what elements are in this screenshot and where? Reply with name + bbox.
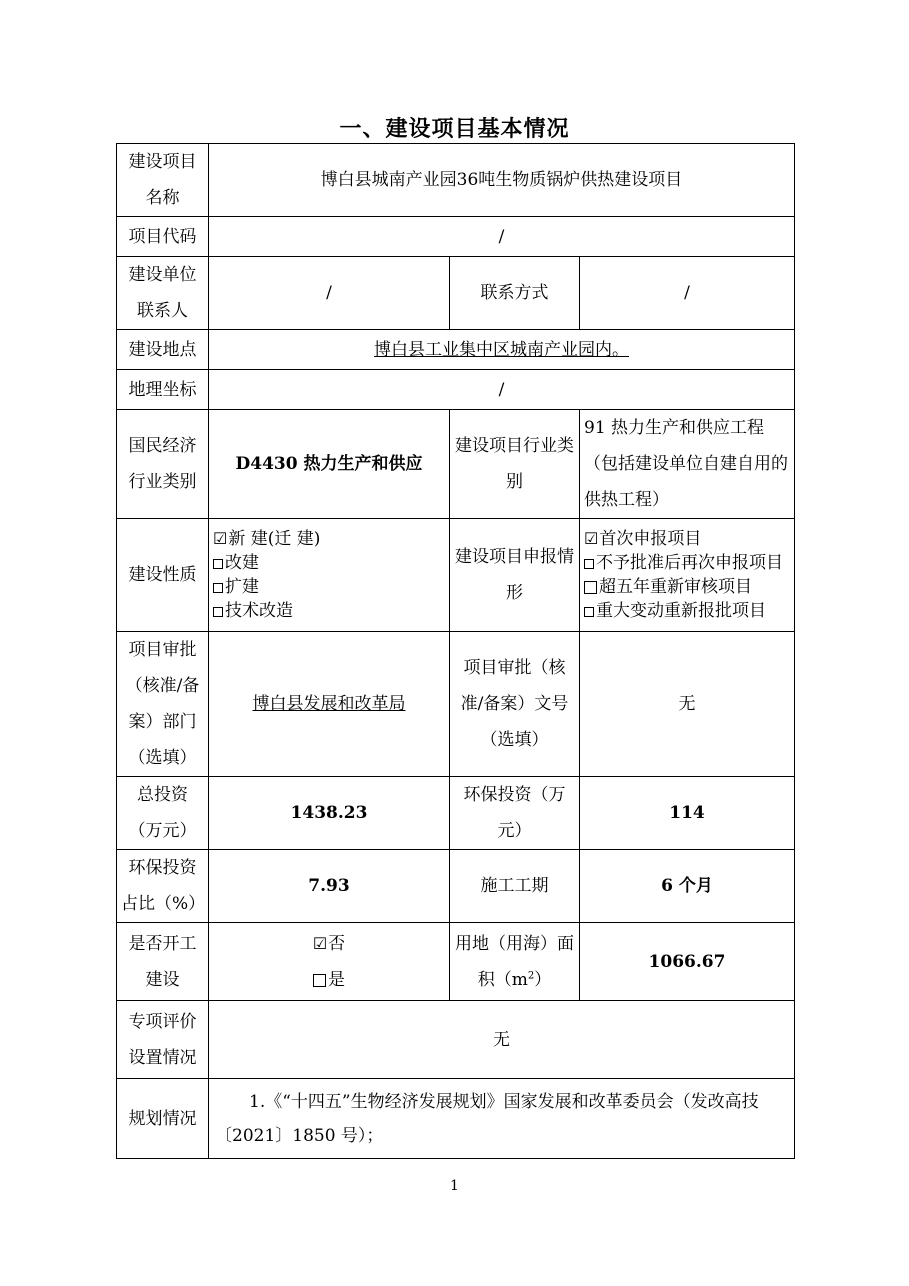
label-contact-person: 建设单位联系人 [117,257,209,330]
row-planning [117,1079,795,1159]
option-refiling[interactable]: 不予批准后再次申报项目 [584,551,790,575]
label-env-investment: 环保投资（万元） [450,777,580,850]
row-location [117,330,795,370]
label-nature: 建设性质 [117,519,209,632]
option-expand[interactable]: 扩建 [213,575,445,599]
value-land-area: 1066.67 [580,923,795,1001]
value-location: 博白县工业集中区城南产业园内。 [374,339,629,360]
unchecked-box-icon [584,607,594,617]
row-coordinates [117,370,795,410]
label-env-ratio: 环保投资占比（%） [117,850,209,923]
page-number: 1 [450,1178,459,1194]
row-ratio [117,850,795,923]
label-project-code: 项目代码 [117,217,209,257]
label-project-name: 建设项目名称 [117,144,209,217]
checked-box-icon: ☑ [213,529,228,548]
unchecked-box-icon [584,559,594,569]
value-contact-method: / [580,257,795,330]
value-env-ratio: 7.93 [209,850,450,923]
unchecked-box-icon [213,607,223,617]
value-industry: D4430 热力生产和供应 [209,410,450,519]
label-special-eval: 专项评价设置情况 [117,1001,209,1079]
row-nature [117,519,795,632]
filing-options [580,519,795,632]
row-industry [117,410,795,519]
label-project-industry: 建设项目行业类别 [450,410,580,519]
row-project-code [117,217,795,257]
value-total-investment: 1438.23 [209,777,450,850]
option-new-build[interactable]: ☑新 建(迁 建) [213,529,321,549]
option-first-filing[interactable]: ☑首次申报项目 [584,529,702,549]
option-rebuild[interactable]: 改建 [213,551,445,575]
row-approval [117,632,795,777]
label-construction-period: 施工工期 [450,850,580,923]
value-project-industry: 91 热力生产和供应工程（包括建设单位自建自用的供热工程） [580,410,795,519]
label-land-area: 用地（用海）面积$(m^2)$ [450,923,580,1001]
checked-box-icon: ☑ [312,933,328,953]
label-total-investment: 总投资（万元） [117,777,209,850]
row-started [117,923,795,1001]
label-approval-dept: 项目审批（核准/备案）部门（选填） [117,632,209,777]
page-title: 一、建设项目基本情况 [339,116,570,142]
row-contact [117,257,795,330]
checked-box-icon: ☑ [584,529,599,548]
project-info-table [116,143,795,1159]
started-options [209,923,450,1001]
row-special-eval [117,1001,795,1079]
nature-options [209,519,450,632]
option-reaudit[interactable]: 超五年重新审核项目 [584,575,790,599]
label-started: 是否开工建设 [117,923,209,1001]
value-approval-doc: 无 [580,632,795,777]
value-approval-dept: 博白县发展和改革局 [252,694,406,714]
label-coordinates: 地理坐标 [117,370,209,410]
value-project-code: / [209,217,795,257]
value-project-name: 博白县城南产业园36吨生物质锅炉供热建设项目 [209,144,795,217]
option-started[interactable]: 是 [213,962,445,998]
label-planning: 规划情况 [117,1079,209,1159]
option-not-started[interactable]: ☑否 [312,933,346,954]
unchecked-box-icon [584,581,597,594]
value-special-eval: 无 [209,1001,795,1079]
label-location: 建设地点 [117,330,209,370]
value-coordinates: / [209,370,795,410]
label-approval-doc: 项目审批（核准/备案）文号（选填） [450,632,580,777]
row-investment [117,777,795,850]
option-tech-upgrade[interactable]: 技术改造 [213,599,445,623]
label-contact-method: 联系方式 [450,257,580,330]
label-industry: 国民经济行业类别 [117,410,209,519]
value-env-investment: 114 [580,777,795,850]
unchecked-box-icon [313,974,326,987]
unchecked-box-icon [213,583,223,593]
value-construction-period: 6 个月 [580,850,795,923]
option-major-change[interactable]: 重大变动重新报批项目 [584,599,790,623]
unchecked-box-icon [213,559,223,569]
row-project-name [117,144,795,217]
label-filing-type: 建设项目申报情形 [450,519,580,632]
value-contact-person: / [209,257,450,330]
value-planning: 1.《“十四五”生物经济发展规划》国家发展和改革委员会（发改高技〔2021〕1850 号）； [209,1079,795,1159]
